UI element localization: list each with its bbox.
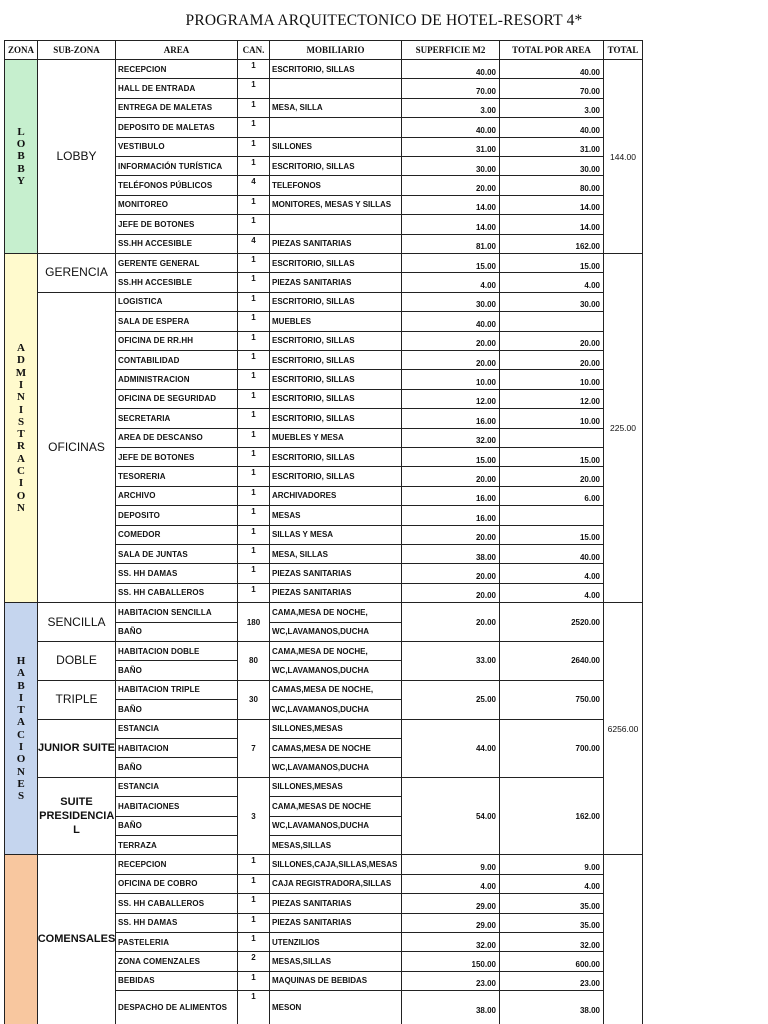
total-por-area: 14.00 xyxy=(500,196,604,215)
total-por-area: 20.00 xyxy=(500,332,604,351)
area-name: HABITACION xyxy=(116,739,238,758)
total-por-area: 20.00 xyxy=(500,467,604,486)
mobiliario: MESAS,SILLAS xyxy=(270,836,402,855)
area-name: HABITACIONES xyxy=(116,797,238,816)
superficie: 10.00 xyxy=(402,370,500,389)
zone-letter: S xyxy=(17,415,25,428)
mobiliario: PIEZAS SANITARIAS xyxy=(270,273,402,292)
superficie: 9.00 xyxy=(402,855,500,874)
mobiliario: CAMAS,MESA DE NOCHE xyxy=(270,739,402,758)
mobiliario: ARCHIVADORES xyxy=(270,487,402,506)
superficie: 30.00 xyxy=(402,293,500,312)
area-name: DEPOSITO DE MALETAS xyxy=(116,118,238,137)
mobiliario: WC,LAVAMANOS,DUCHA xyxy=(270,661,402,680)
total-por-area: 40.00 xyxy=(500,118,604,137)
cantidad: 1 xyxy=(238,312,270,331)
subzone: SENCILLA xyxy=(38,603,116,642)
cantidad: 1 xyxy=(238,429,270,448)
header-subzona: SUB-ZONA xyxy=(38,40,116,60)
mobiliario: ESCRITORIO, SILLAS xyxy=(270,60,402,79)
zone-letter: I xyxy=(18,477,24,490)
mobiliario: WC,LAVAMANOS,DUCHA xyxy=(270,623,402,642)
mobiliario: ESCRITORIO, SILLAS xyxy=(270,390,402,409)
cantidad: 1 xyxy=(238,273,270,292)
total-por-area: 4.00 xyxy=(500,564,604,583)
zone-letter: N xyxy=(17,765,25,778)
total-por-area: 15.00 xyxy=(500,526,604,545)
total-por-area: 12.00 xyxy=(500,390,604,409)
superficie: 16.00 xyxy=(402,409,500,428)
area-name: JEFE DE BOTONES xyxy=(116,448,238,467)
zone-letter: O xyxy=(16,489,26,502)
cantidad: 1 xyxy=(238,370,270,389)
mobiliario: PIEZAS SANITARIAS xyxy=(270,914,402,933)
superficie: 23.00 xyxy=(402,972,500,991)
cantidad: 4 xyxy=(238,235,270,254)
zone-letter: H xyxy=(16,655,26,667)
zone-letter: I xyxy=(18,741,24,754)
area-name: BAÑO xyxy=(116,758,238,777)
area-name: INFORMACIÓN TURÍSTICA xyxy=(116,157,238,176)
area-name: SS. HH CABALLEROS xyxy=(116,894,238,913)
area-name: PASTELERIA xyxy=(116,933,238,952)
mobiliario: MUEBLES xyxy=(270,312,402,331)
superficie: 20.00 xyxy=(402,176,500,195)
superficie: 20.00 xyxy=(402,584,500,603)
subzone: GERENCIA xyxy=(38,254,116,293)
area-name: OFICINA DE SEGURIDAD xyxy=(116,390,238,409)
mobiliario: CAMAS,MESA DE NOCHE, xyxy=(270,681,402,700)
zone-letter: L xyxy=(17,125,25,138)
area-name: ARCHIVO xyxy=(116,487,238,506)
total-por-area: 9.00 xyxy=(500,855,604,874)
zone-letter: A xyxy=(17,342,25,355)
page-title: PROGRAMA ARQUITECTONICO DE HOTEL-RESORT 4* xyxy=(185,12,583,29)
superficie: 70.00 xyxy=(402,79,500,98)
area-name: BAÑO xyxy=(116,623,238,642)
superficie: 150.00 xyxy=(402,952,500,971)
cantidad: 7 xyxy=(238,720,270,778)
mobiliario: ESCRITORIO, SILLAS xyxy=(270,332,402,351)
total-por-area: 35.00 xyxy=(500,894,604,913)
area-name: TELÉFONOS PÚBLICOS xyxy=(116,176,238,195)
total-por-area xyxy=(500,429,604,448)
total-por-area: 80.00 xyxy=(500,176,604,195)
cantidad: 1 xyxy=(238,914,270,933)
superficie: 40.00 xyxy=(402,118,500,137)
superficie: 54.00 xyxy=(402,778,500,856)
mobiliario: MAQUINAS DE BEBIDAS xyxy=(270,972,402,991)
superficie: 20.00 xyxy=(402,564,500,583)
area-name: JEFE DE BOTONES xyxy=(116,215,238,234)
zone-admin xyxy=(4,254,38,603)
mobiliario: ESCRITORIO, SILLAS xyxy=(270,409,402,428)
superficie: 14.00 xyxy=(402,196,500,215)
zone-letter: A xyxy=(17,716,25,729)
mobiliario: ESCRITORIO, SILLAS xyxy=(270,370,402,389)
superficie: 33.00 xyxy=(402,642,500,681)
superficie: 15.00 xyxy=(402,448,500,467)
subzone: TRIPLE xyxy=(38,681,116,720)
total-por-area: 4.00 xyxy=(500,273,604,292)
area-name: VESTIBULO xyxy=(116,138,238,157)
total-por-area: 14.00 xyxy=(500,215,604,234)
zone-letter: C xyxy=(17,728,25,741)
mobiliario: ESCRITORIO, SILLAS xyxy=(270,467,402,486)
header-total: TOTAL xyxy=(604,40,643,60)
superficie: 16.00 xyxy=(402,506,500,525)
area-name: HALL DE ENTRADA xyxy=(116,79,238,98)
area-name: ZONA COMENZALES xyxy=(116,952,238,971)
zone-letter: N xyxy=(17,501,25,514)
mobiliario: ESCRITORIO, SILLAS xyxy=(270,448,402,467)
mobiliario: MESA, SILLA xyxy=(270,99,402,118)
subzone: OFICINAS xyxy=(38,293,116,603)
total-por-area: 10.00 xyxy=(500,409,604,428)
cantidad: 1 xyxy=(238,526,270,545)
area-name: SECRETARIA xyxy=(116,409,238,428)
area-name: LOGISTICA xyxy=(116,293,238,312)
area-name: SALA DE ESPERA xyxy=(116,312,238,331)
total-por-area: 2640.00 xyxy=(500,642,604,681)
cantidad: 1 xyxy=(238,118,270,137)
mobiliario: MESA, SILLAS xyxy=(270,545,402,564)
mobiliario xyxy=(270,118,402,137)
superficie: 32.00 xyxy=(402,933,500,952)
zone-total-lobby: 144.00 xyxy=(604,60,643,254)
total-por-area: 32.00 xyxy=(500,933,604,952)
superficie: 81.00 xyxy=(402,235,500,254)
zone-letter: I xyxy=(18,403,24,416)
subzone: DOBLE xyxy=(38,642,116,681)
zone-letter: E xyxy=(17,777,25,790)
mobiliario: SILLONES,MESAS xyxy=(270,720,402,739)
area-name: OFICINA DE COBRO xyxy=(116,875,238,894)
zone-letter: I xyxy=(18,378,24,391)
superficie: 29.00 xyxy=(402,914,500,933)
mobiliario: CAJA REGISTRADORA,SILLAS xyxy=(270,875,402,894)
area-name: RECEPCION xyxy=(116,60,238,79)
mobiliario: PIEZAS SANITARIAS xyxy=(270,564,402,583)
mobiliario: MESON xyxy=(270,991,402,1024)
total-por-area: 35.00 xyxy=(500,914,604,933)
zone-letter: C xyxy=(17,464,25,477)
cantidad: 1 xyxy=(238,467,270,486)
total-por-area: 4.00 xyxy=(500,584,604,603)
mobiliario: PIEZAS SANITARIAS xyxy=(270,584,402,603)
superficie: 3.00 xyxy=(402,99,500,118)
subzone: JUNIOR SUITE xyxy=(38,720,116,778)
superficie: 38.00 xyxy=(402,991,500,1024)
mobiliario: PIEZAS SANITARIAS xyxy=(270,235,402,254)
area-name: BAÑO xyxy=(116,700,238,719)
area-name: MONITOREO xyxy=(116,196,238,215)
area-name: ENTREGA DE MALETAS xyxy=(116,99,238,118)
cantidad: 4 xyxy=(238,176,270,195)
mobiliario: SILLONES xyxy=(270,138,402,157)
mobiliario: SILLONES,MESAS xyxy=(270,778,402,797)
total-por-area: 15.00 xyxy=(500,254,604,273)
mobiliario: MESAS xyxy=(270,506,402,525)
cantidad: 1 xyxy=(238,99,270,118)
cantidad: 1 xyxy=(238,351,270,370)
cantidad: 1 xyxy=(238,894,270,913)
area-name: BAÑO xyxy=(116,661,238,680)
program-table xyxy=(4,40,643,1024)
cantidad: 1 xyxy=(238,409,270,428)
zone-letter: I xyxy=(18,691,24,704)
cantidad: 1 xyxy=(238,545,270,564)
area-name: RECEPCION xyxy=(116,855,238,874)
superficie: 20.00 xyxy=(402,332,500,351)
cantidad: 1 xyxy=(238,933,270,952)
zone-letter: T xyxy=(17,704,25,717)
superficie: 20.00 xyxy=(402,351,500,370)
header-total_area: TOTAL POR AREA xyxy=(500,40,604,60)
cantidad: 1 xyxy=(238,60,270,79)
mobiliario: MONITORES, MESAS Y SILLAS xyxy=(270,196,402,215)
area-name: SS.HH ACCESIBLE xyxy=(116,273,238,292)
cantidad: 1 xyxy=(238,855,270,874)
header-area: AREA xyxy=(116,40,238,60)
total-por-area: 31.00 xyxy=(500,138,604,157)
cantidad: 1 xyxy=(238,215,270,234)
area-name: SALA DE JUNTAS xyxy=(116,545,238,564)
superficie: 4.00 xyxy=(402,273,500,292)
zone-letter: N xyxy=(17,391,25,404)
mobiliario: ESCRITORIO, SILLAS xyxy=(270,351,402,370)
cantidad: 1 xyxy=(238,448,270,467)
header-zona: ZONA xyxy=(4,40,38,60)
superficie: 15.00 xyxy=(402,254,500,273)
mobiliario: ESCRITORIO, SILLAS xyxy=(270,157,402,176)
area-name: SS. HH CABALLEROS xyxy=(116,584,238,603)
total-por-area: 750.00 xyxy=(500,681,604,720)
cantidad: 1 xyxy=(238,138,270,157)
zone-total-admin: 225.00 xyxy=(604,254,643,603)
header-superficie: SUPERFICIE M2 xyxy=(402,40,500,60)
superficie: 32.00 xyxy=(402,429,500,448)
area-name: HABITACION SENCILLA xyxy=(116,603,238,622)
total-por-area: 70.00 xyxy=(500,79,604,98)
cantidad: 1 xyxy=(238,991,270,1024)
superficie: 38.00 xyxy=(402,545,500,564)
zone-lobby xyxy=(4,60,38,254)
total-por-area: 20.00 xyxy=(500,351,604,370)
total-por-area: 600.00 xyxy=(500,952,604,971)
cantidad: 1 xyxy=(238,332,270,351)
superficie: 4.00 xyxy=(402,875,500,894)
area-name: TESORERIA xyxy=(116,467,238,486)
cantidad: 1 xyxy=(238,564,270,583)
area-name: ADMINISTRACION xyxy=(116,370,238,389)
area-name: DESPACHO DE ALIMENTOS xyxy=(116,991,238,1024)
cantidad: 30 xyxy=(238,681,270,720)
superficie: 30.00 xyxy=(402,157,500,176)
mobiliario: ESCRITORIO, SILLAS xyxy=(270,293,402,312)
area-name: BEBIDAS xyxy=(116,972,238,991)
superficie: 20.00 xyxy=(402,467,500,486)
header-can: CAN. xyxy=(238,40,270,60)
cantidad: 1 xyxy=(238,196,270,215)
area-name: CONTABILIDAD xyxy=(116,351,238,370)
area-name: GERENTE GENERAL xyxy=(116,254,238,273)
cantidad: 1 xyxy=(238,390,270,409)
superficie: 20.00 xyxy=(402,603,500,642)
superficie: 20.00 xyxy=(402,526,500,545)
total-por-area: 38.00 xyxy=(500,991,604,1024)
area-name: TERRAZA xyxy=(116,836,238,855)
total-por-area: 3.00 xyxy=(500,99,604,118)
cantidad: 80 xyxy=(238,642,270,681)
zone-letter: M xyxy=(15,366,27,379)
total-por-area: 10.00 xyxy=(500,370,604,389)
mobiliario: PIEZAS SANITARIAS xyxy=(270,894,402,913)
zone-letter: B xyxy=(17,150,25,163)
mobiliario xyxy=(270,79,402,98)
zone-letter: S xyxy=(17,790,25,803)
mobiliario xyxy=(270,215,402,234)
superficie: 25.00 xyxy=(402,681,500,720)
mobiliario: MESAS,SILLAS xyxy=(270,952,402,971)
header-mobiliario: MOBILIARIO xyxy=(270,40,402,60)
zone-letter: R xyxy=(17,440,25,453)
area-name: ESTANCIA xyxy=(116,778,238,797)
cantidad: 1 xyxy=(238,972,270,991)
zone-letter: O xyxy=(16,138,26,151)
mobiliario: CAMA,MESA DE NOCHE, xyxy=(270,603,402,622)
zone-letter: T xyxy=(17,428,25,441)
mobiliario: WC,LAVAMANOS,DUCHA xyxy=(270,758,402,777)
cantidad: 1 xyxy=(238,293,270,312)
zone-letter: A xyxy=(17,667,25,680)
zone-letter: O xyxy=(16,753,26,766)
area-name: HABITACION DOBLE xyxy=(116,642,238,661)
total-por-area: 40.00 xyxy=(500,545,604,564)
subzone: LOBBY xyxy=(38,60,116,254)
area-name: SS. HH DAMAS xyxy=(116,564,238,583)
area-name: SS. HH DAMAS xyxy=(116,914,238,933)
area-name: AREA DE DESCANSO xyxy=(116,429,238,448)
superficie: 40.00 xyxy=(402,60,500,79)
total-por-area: 162.00 xyxy=(500,778,604,856)
area-name: SS.HH ACCESIBLE xyxy=(116,235,238,254)
total-por-area: 6.00 xyxy=(500,487,604,506)
mobiliario: MUEBLES Y MESA xyxy=(270,429,402,448)
total-por-area xyxy=(500,312,604,331)
zone-letter: B xyxy=(17,162,25,175)
mobiliario: WC,LAVAMANOS,DUCHA xyxy=(270,700,402,719)
area-name: DEPOSITO xyxy=(116,506,238,525)
mobiliario: UTENZILIOS xyxy=(270,933,402,952)
zone-letter: D xyxy=(17,354,25,367)
total-por-area: 4.00 xyxy=(500,875,604,894)
zone-letter: Y xyxy=(17,174,25,187)
zone-hab xyxy=(4,603,38,855)
superficie: 31.00 xyxy=(402,138,500,157)
cantidad: 1 xyxy=(238,157,270,176)
area-name: ESTANCIA xyxy=(116,720,238,739)
mobiliario: WC,LAVAMANOS,DUCHA xyxy=(270,817,402,836)
mobiliario: SILLAS Y MESA xyxy=(270,526,402,545)
superficie: 29.00 xyxy=(402,894,500,913)
superficie: 16.00 xyxy=(402,487,500,506)
mobiliario: SILLONES,CAJA,SILLAS,MESAS xyxy=(270,855,402,874)
area-name: BAÑO xyxy=(116,817,238,836)
mobiliario: TELEFONOS xyxy=(270,176,402,195)
area-name: COMEDOR xyxy=(116,526,238,545)
zone-letter: A xyxy=(17,452,25,465)
total-por-area: 162.00 xyxy=(500,235,604,254)
cantidad: 180 xyxy=(238,603,270,642)
total-por-area: 30.00 xyxy=(500,293,604,312)
total-por-area: 15.00 xyxy=(500,448,604,467)
cantidad: 1 xyxy=(238,487,270,506)
cantidad: 2 xyxy=(238,952,270,971)
cantidad: 1 xyxy=(238,254,270,273)
cantidad: 1 xyxy=(238,584,270,603)
total-por-area xyxy=(500,506,604,525)
area-name: OFICINA DE RR.HH xyxy=(116,332,238,351)
zone-total-hab: 6256.00 xyxy=(604,603,643,855)
total-por-area: 40.00 xyxy=(500,60,604,79)
area-name: HABITACION TRIPLE xyxy=(116,681,238,700)
total-por-area: 2520.00 xyxy=(500,603,604,642)
cantidad: 1 xyxy=(238,506,270,525)
cantidad: 3 xyxy=(238,778,270,856)
mobiliario: CAMA,MESAS DE NOCHE xyxy=(270,797,402,816)
zone-rest xyxy=(4,855,38,1024)
superficie: 44.00 xyxy=(402,720,500,778)
superficie: 14.00 xyxy=(402,215,500,234)
total-por-area: 700.00 xyxy=(500,720,604,778)
mobiliario: CAMA,MESA DE NOCHE, xyxy=(270,642,402,661)
cantidad: 1 xyxy=(238,79,270,98)
mobiliario: ESCRITORIO, SILLAS xyxy=(270,254,402,273)
subzone: SUITE PRESIDENCIA L xyxy=(38,778,116,856)
subzone: COMENSALES xyxy=(38,855,116,1024)
total-por-area: 30.00 xyxy=(500,157,604,176)
total-por-area: 23.00 xyxy=(500,972,604,991)
cantidad: 1 xyxy=(238,875,270,894)
superficie: 40.00 xyxy=(402,312,500,331)
superficie: 12.00 xyxy=(402,390,500,409)
zone-letter: B xyxy=(17,679,25,692)
zone-total-rest xyxy=(604,855,643,1024)
